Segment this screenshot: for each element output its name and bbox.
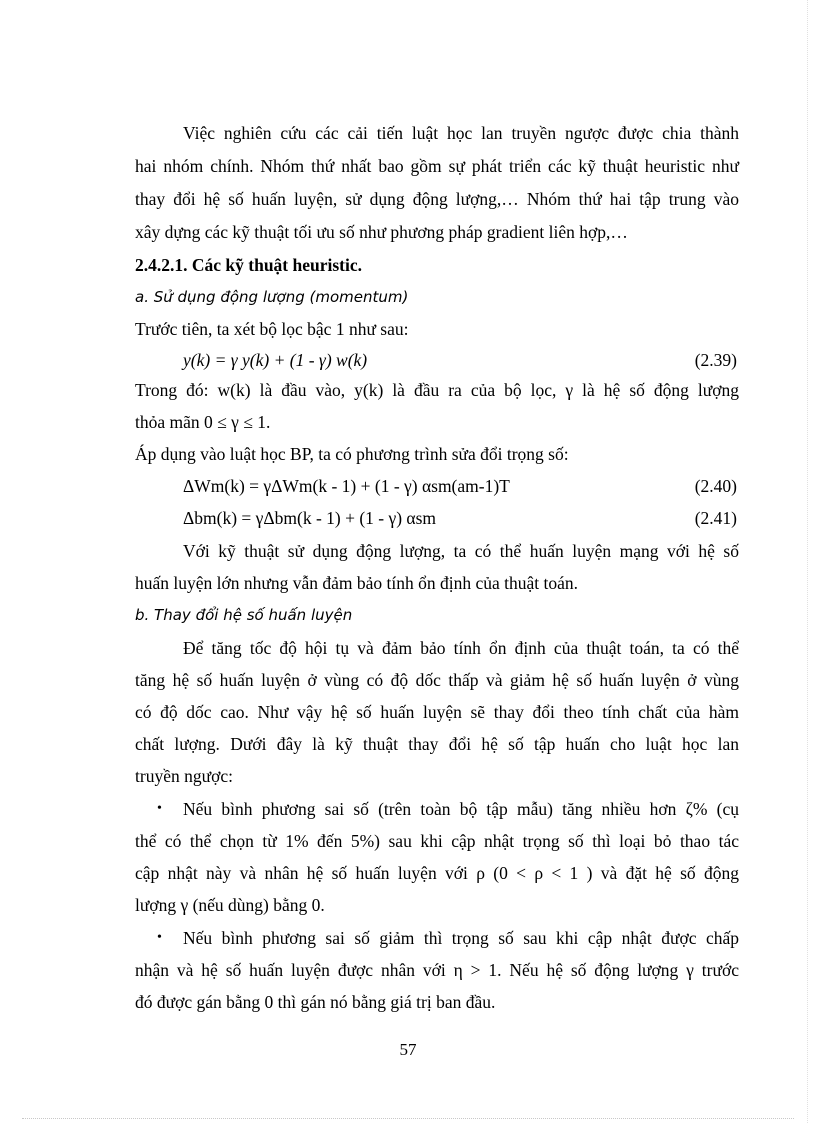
equation-2-40-number: (2.40) <box>694 476 737 496</box>
equation-2-40-text: ΔWm(k) = γΔWm(k - 1) + (1 - γ) αsm(am-1)T <box>183 476 510 496</box>
paragraph-b-line: truyền ngược: <box>135 766 233 786</box>
bullet-icon: • <box>157 801 162 816</box>
paragraph-b-line: có độ dốc cao. Như vậy hệ số huấn luyện sẽ thay đổi theo tính chất của hàm <box>135 702 739 722</box>
bullet-1-line: cập nhật này và nhân hệ số huấn luyện với ρ (0 < ρ < 1 ) và đặt hệ số động <box>135 863 739 883</box>
equation-2-40 <box>183 471 739 501</box>
momentum-line: huấn luyện lớn nhưng vẫn đảm bảo tính ổn định của thuật toán. <box>135 573 579 593</box>
apply-bp-line: Áp dụng vào luật học BP, ta có phương trình sửa đổi trọng số: <box>135 444 569 464</box>
equation-2-41 <box>183 503 739 533</box>
bullet-1-line: lượng γ (nếu dùng) bằng 0. <box>135 895 325 915</box>
paragraph-line: thay đổi hệ số huấn luyện, sử dụng động lượng,… Nhóm thứ hai tập trung vào <box>135 189 739 209</box>
filter-intro: Trước tiên, ta xét bộ lọc bậc 1 như sau: <box>135 319 409 339</box>
bullet-2-line: nhận và hệ số huấn luyện được nhân với η > 1. Nếu hệ số động lượng γ trước <box>135 960 739 980</box>
paragraph-line: Việc nghiên cứu các cải tiến luật học lan truyền ngược được chia thành <box>183 123 739 143</box>
equation-2-39-text: y(k) = γ y(k) + (1 - γ) w(k) <box>183 350 368 370</box>
subsection-a-title: a. Sử dụng động lượng (momentum) <box>135 288 409 306</box>
where-line: Trong đó: w(k) là đầu vào, y(k) là đầu ra của bộ lọc, γ là hệ số động lượng <box>135 380 739 400</box>
equation-2-39-number: (2.39) <box>694 350 737 370</box>
bullet-item-1 <box>135 794 739 824</box>
equation-2-41-text: Δbm(k) = γΔbm(k - 1) + (1 - γ) αsm <box>183 508 437 528</box>
paragraph-b-line: tăng hệ số huấn luyện ở vùng có độ dốc thấp và giảm hệ số huấn luyện ở vùng <box>135 670 739 690</box>
bullet-2-line: đó được gán bằng 0 thì gán nó bằng giá trị ban đầu. <box>135 992 496 1012</box>
momentum-line: Với kỹ thuật sử dụng động lượng, ta có thể huấn luyện mạng với hệ số <box>183 541 739 561</box>
equation-2-39 <box>183 345 739 375</box>
paragraph-b-line: Để tăng tốc độ hội tụ và đảm bảo tính ổn định của thuật toán, ta có thể <box>183 638 739 658</box>
page-bottom-border <box>22 1118 794 1119</box>
page-right-border <box>807 0 808 1123</box>
bullet-1-text: Nếu bình phương sai số (trên toàn bộ tập mẫu) tăng nhiều hơn ζ% (cụ <box>183 799 739 819</box>
paragraph-b-line: chất lượng. Dưới đây là kỹ thuật thay đổi hệ số tập huấn cho luật học lan <box>135 734 739 754</box>
bullet-2-text: Nếu bình phương sai số giảm thì trọng số sau khi cập nhật được chấp <box>183 928 739 948</box>
paragraph-line: xây dựng các kỹ thuật tối ưu số như phương pháp gradient liên hợp,… <box>135 222 628 242</box>
where-line: thỏa mãn 0 ≤ γ ≤ 1. <box>135 412 271 432</box>
paragraph-line: hai nhóm chính. Nhóm thứ nhất bao gồm sự phát triển các kỹ thuật heuristic như <box>135 156 739 176</box>
section-heading: 2.4.2.1. Các kỹ thuật heuristic. <box>135 255 363 275</box>
bullet-item-2 <box>135 923 739 953</box>
bullet-1-line: thể có thể chọn từ 1% đến 5%) sau khi cập nhật trọng số thì loại bỏ thao tác <box>135 831 739 851</box>
equation-2-41-number: (2.41) <box>694 508 737 528</box>
bullet-icon: • <box>157 930 162 945</box>
page-number: 57 <box>399 1040 417 1059</box>
subsection-b-title: b. Thay đổi hệ số huấn luyện <box>135 606 353 624</box>
